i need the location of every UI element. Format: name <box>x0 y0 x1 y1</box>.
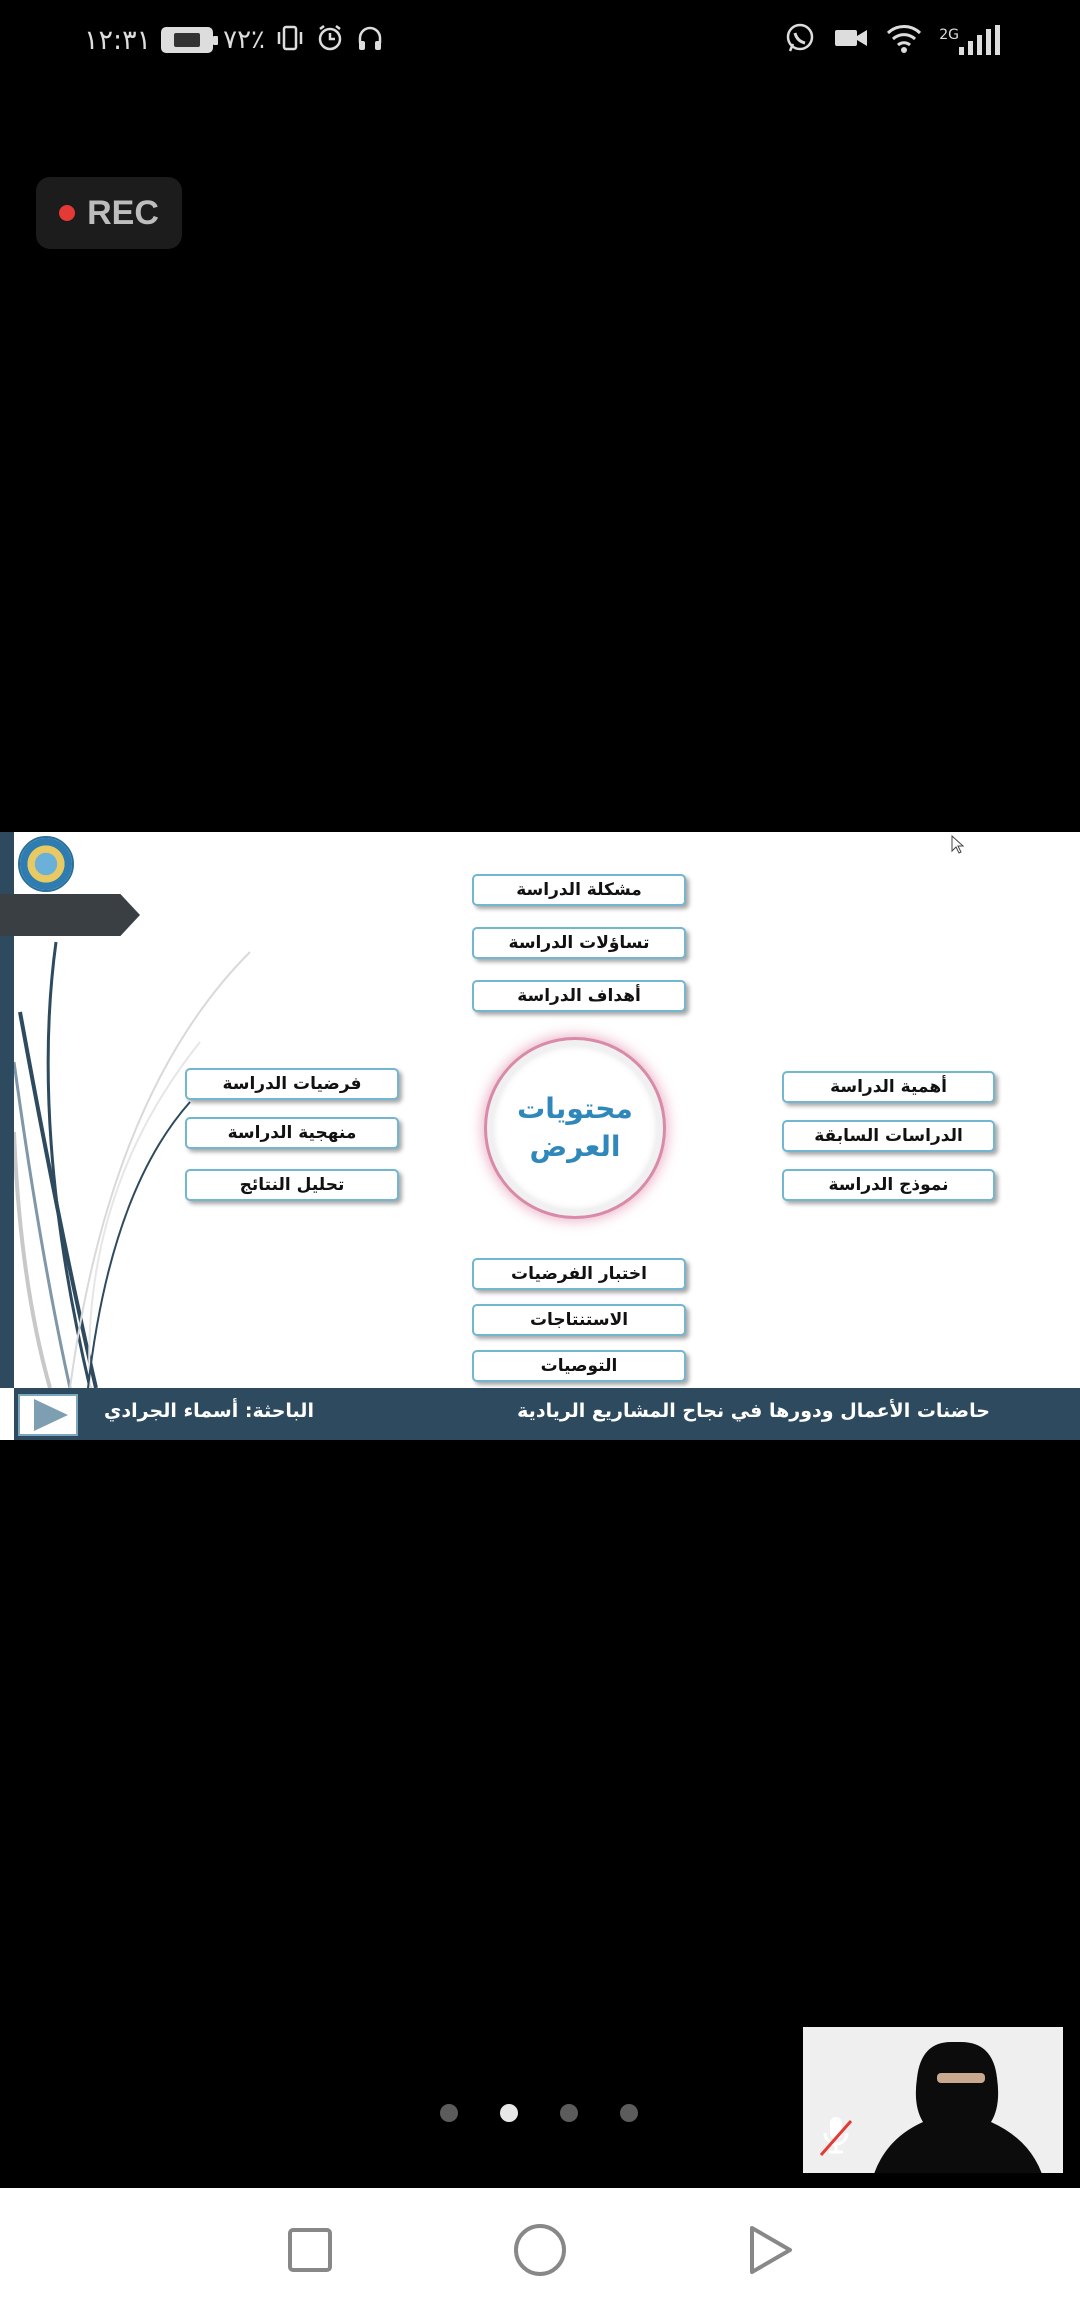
menu-item-previous-studies[interactable]: الدراسات السابقة <box>782 1120 995 1152</box>
network-type: 2G <box>939 27 959 43</box>
recording-label: REC <box>87 193 159 232</box>
footer-title: حاضنات الأعمال ودورها في نجاح المشاريع الريادية <box>517 1400 990 1422</box>
center-title-line2: العرض <box>529 1130 621 1163</box>
menu-item-study-methodology[interactable]: منهجية الدراسة <box>185 1117 399 1149</box>
headset-icon <box>355 23 385 58</box>
circle-icon <box>512 2222 568 2278</box>
cell-signal-icon <box>939 25 1000 55</box>
recording-dot-icon <box>59 205 75 221</box>
status-right <box>783 18 1000 62</box>
menu-item-study-objectives[interactable]: أهداف الدراسة <box>472 980 686 1012</box>
page-indicator <box>440 2104 638 2122</box>
menu-item-recommendations[interactable]: التوصيات <box>472 1350 686 1382</box>
page-dot-3[interactable] <box>560 2104 578 2122</box>
participant-video <box>873 2037 1053 2173</box>
menu-item-study-questions[interactable]: تساؤلات الدراسة <box>472 927 686 959</box>
mic-muted-icon[interactable] <box>819 2111 853 2157</box>
square-icon <box>287 2227 333 2273</box>
triangle-back-icon <box>746 2224 794 2276</box>
status-time: ١٢:٣١ <box>84 24 152 56</box>
mouse-cursor-icon <box>951 835 965 855</box>
play-button[interactable] <box>18 1394 78 1436</box>
university-logo <box>18 836 74 892</box>
video-icon <box>833 23 869 58</box>
status-left <box>84 20 385 60</box>
center-title <box>510 1090 640 1166</box>
presentation-slide[interactable] <box>0 832 1080 1440</box>
menu-item-study-model[interactable]: نموذج الدراسة <box>782 1169 995 1201</box>
menu-item-results-analysis[interactable]: تحليل النتائج <box>185 1169 399 1201</box>
menu-item-conclusions[interactable]: الاستنتاجات <box>472 1304 686 1336</box>
recent-apps-button[interactable] <box>278 2218 342 2282</box>
page-dot-1[interactable] <box>440 2104 458 2122</box>
center-title-line1: محتويات <box>517 1092 633 1125</box>
slide-footer <box>14 1388 1080 1440</box>
wifi-icon <box>885 22 923 59</box>
navigation-bar <box>0 2188 1080 2312</box>
menu-item-hypothesis-testing[interactable]: اختبار الفرضيات <box>472 1258 686 1290</box>
status-bar <box>0 0 1080 80</box>
page-dot-2[interactable] <box>500 2104 518 2122</box>
menu-item-study-hypotheses[interactable]: فرضيات الدراسة <box>185 1068 399 1100</box>
recording-indicator[interactable] <box>36 177 182 249</box>
whatsapp-icon <box>783 21 817 60</box>
center-title-circle <box>487 1040 663 1216</box>
footer-author: الباحثة: أسماء الجرادي <box>104 1400 314 1422</box>
slide-arrow-shape <box>0 894 140 936</box>
alarm-icon <box>315 23 345 58</box>
vibrate-icon <box>275 23 305 58</box>
battery-percent: ٧٢٪ <box>223 25 266 55</box>
page-dot-4[interactable] <box>620 2104 638 2122</box>
play-icon <box>34 1399 68 1431</box>
home-button[interactable] <box>508 2218 572 2282</box>
menu-item-study-importance[interactable]: أهمية الدراسة <box>782 1071 995 1103</box>
menu-item-study-problem[interactable]: مشكلة الدراسة <box>472 874 686 906</box>
battery-icon <box>161 27 213 53</box>
camera-preview[interactable] <box>803 2027 1063 2173</box>
back-button[interactable] <box>738 2218 802 2282</box>
